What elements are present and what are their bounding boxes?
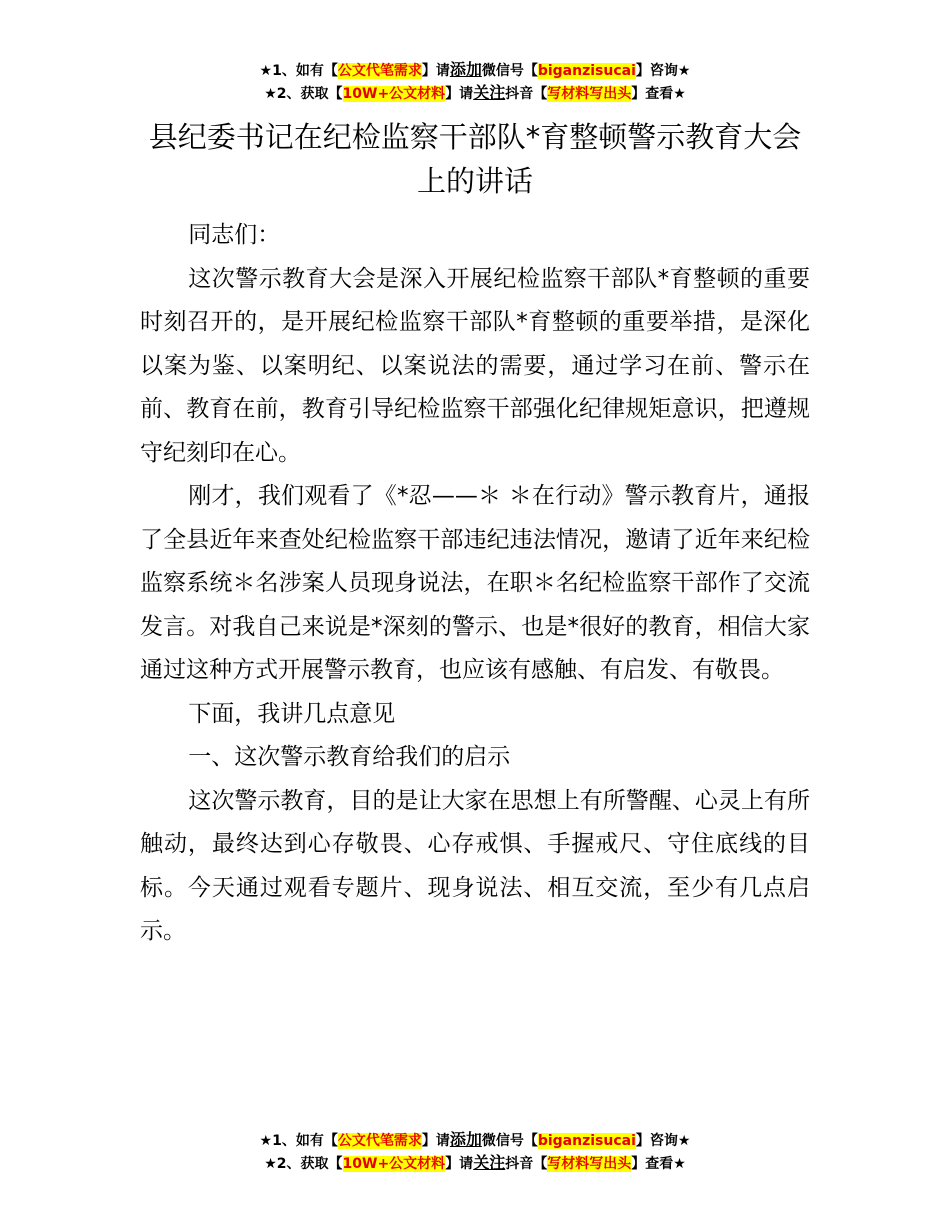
banner-emphasis: 关注 (473, 1153, 506, 1172)
banner-text: ★1、如有【 (259, 1133, 338, 1149)
banner-text: 微信号【 (481, 63, 538, 79)
banner-text: 】咨询★ (635, 63, 691, 79)
banner-line-1 (0, 59, 950, 82)
banner-text: 抖音【 (505, 1156, 548, 1172)
banner-line-1 (0, 1129, 950, 1152)
banner-line-2 (0, 82, 950, 105)
banner-highlight: 10W+公文材料 (342, 1156, 446, 1172)
header-banner (0, 59, 950, 105)
paragraph: 下面，我讲几点意见 (188, 700, 396, 727)
banner-text: ★2、获取【 (264, 1156, 343, 1172)
paragraph: 这次警示教育大会是深入开展纪检监察干部队*育整顿的重要时刻召开的，是开展纪检监察干部队*育整顿的重要举措，是深化以案为鉴、以案明纪、以案说法的需要，通过学习在前、警示在前、教育在前，教育引导纪检监察干部强化纪律规矩意识，把遵规守纪刻印在心。 (140, 265, 810, 466)
banner-text: 】查看★ (631, 1156, 686, 1172)
banner-text: 抖音【 (505, 86, 548, 102)
banner-highlight: 10W+公文材料 (342, 86, 446, 102)
banner-text: 】咨询★ (635, 1133, 691, 1149)
banner-highlight: 写材料写出头 (547, 86, 632, 102)
section-heading: 一、这次警示教育给我们的启示 (188, 744, 511, 770)
banner-text: 】请 (421, 1133, 450, 1149)
document-body (140, 214, 810, 954)
banner-highlight: 公文代笔需求 (337, 1133, 422, 1149)
banner-emphasis: 添加 (449, 1130, 482, 1149)
paragraph: 刚才，我们观看了《*忍——＊ ＊在行动》警示教育片，通报了全县近年来查处纪检监察干部违纪违法情况，邀请了近年来纪检监察系统＊名涉案人员现身说法，在职＊名纪检监察干部作了交流发言。对我自己来说是*深刻的警示、也是*很好的教育，相信大家通过这种方式开展警示教育，也应该有感触、有启发、有敬畏。 (140, 483, 810, 683)
banner-text: 】请 (421, 63, 450, 79)
banner-text: 】请 (445, 86, 474, 102)
banner-text: 微信号【 (481, 1133, 538, 1149)
footer-banner (0, 1129, 950, 1175)
banner-line-2 (0, 1152, 950, 1175)
banner-text: ★1、如有【 (259, 63, 338, 79)
paragraph: 同志们： (188, 222, 281, 248)
banner-text: 】请 (445, 1156, 474, 1172)
banner-highlight: 写材料写出头 (547, 1156, 632, 1172)
banner-text: ★2、获取【 (264, 86, 343, 102)
banner-highlight: biganzisucai (537, 1133, 636, 1149)
banner-highlight: 公文代笔需求 (337, 63, 422, 79)
banner-emphasis: 添加 (449, 60, 482, 79)
document-title: 县纪委书记在纪检监察干部队*育整顿警示教育大会上的讲话 (148, 120, 802, 198)
paragraph: 这次警示教育，目的是让大家在思想上有所警醒、心灵上有所触动，最终达到心存敬畏、心存戒惧、手握戒尺、守住底线的目标。今天通过观看专题片、现身说法、相互交流，至少有几点启示。 (140, 787, 810, 944)
banner-emphasis: 关注 (473, 83, 506, 102)
banner-highlight: biganzisucai (537, 63, 636, 79)
banner-text: 】查看★ (631, 86, 686, 102)
